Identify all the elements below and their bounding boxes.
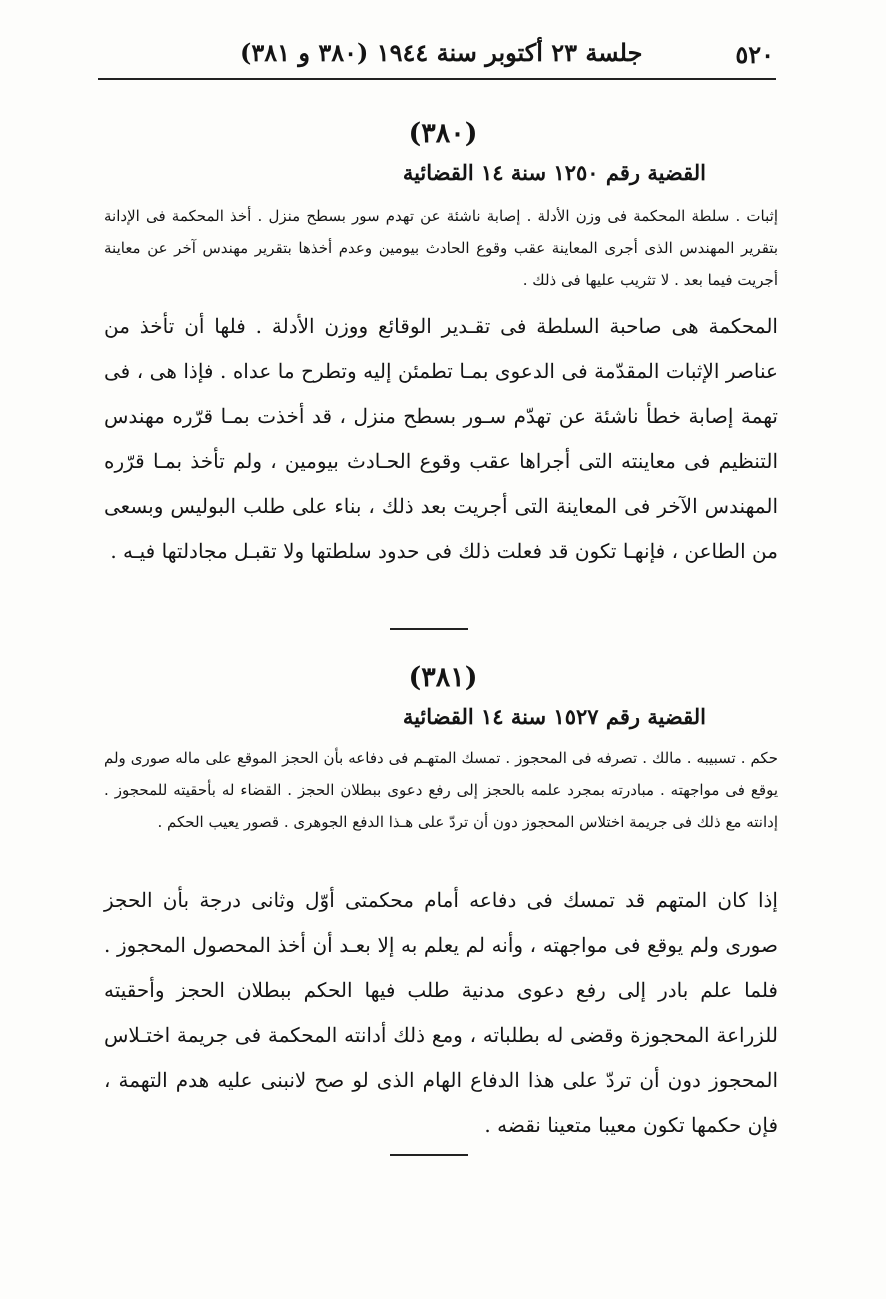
case-number: (٣٨٠) — [408, 118, 478, 149]
section-separator — [390, 1154, 468, 1156]
case-body: المحكمة هى صاحبة السلطة فى تقـدير الوقائع ووزن الأدلة . فلها أن تأخذ من عناصر الإثبات المقدّمة فى الدعوى بمـا تطمئن إليه وتطرح ما عداه . فإذا هى ، فى تهمة إصابة خطأ ناشئة عن تهدّم سـور بسطح منزل ، قد أخذت بمـا قرّره مهندس التنظيم فى معاينته التى أجراها عقب وقوع الحـادث بيومين ، ولم تأخذ بمـا قرّره المهندس الآخر فى المعاينة التى أجريت بعد ذلك ، بناء على طلب البوليس وبسعى من الطاعن ، فإنهـا تكون قد فعلت ذلك فى حدود سلطتها ولا تقبـل مجادلتها فيـه . — [104, 314, 778, 563]
case-number: (٣٨١) — [408, 662, 478, 693]
case-summary: حكم . تسبيبه . مالك . تصرفه فى المحجوز . تمسك المتهـم فى دفاعه بأن الحجز الموقع على ماله صورى ولم يوقع فى مواجهته . مبادرته بمجرد علمه بالحجز إلى رفع دعوى ببطلان الحجز . القضاء له بأحقيته للمحجوز . إدانته مع ذلك فى جريمة اختلاس المحجوز دون أن تردّ على هـذا الدفع الجوهرى . قصور يعيب الحكم . — [104, 749, 778, 831]
case-reference: القضية رقم ١٥٢٧ سنة ١٤ القضائية — [402, 704, 706, 729]
case-body: إذا كان المتهم قد تمسك فى دفاعه أمام محكمتى أوّل وثانى درجة بأن الحجز صورى ولم يوقع فى مواجهته ، وأنه لم يعلم به إلا بعـد أن أخذ المحصول المحجوز . فلما علم بادر إلى رفع دعوى مدنية طلب فيها الحكم ببطلان الحجز وأحقيته للزراعة المحجوزة وقضى له بطلباته ، ومع ذلك أدانته المحكمة فى جريمة اختـلاس المحجوز دون أن تردّ على هذا الدفاع الهام الذى لو صح لانبنى عليه هدم التهمة ، فإن حكمها تكون معيبا متعينا نقضه . — [104, 888, 779, 1137]
page-header — [100, 36, 774, 76]
case-reference: القضية رقم ١٢٥٠ سنة ١٤ القضائية — [402, 160, 706, 185]
running-title: جلسة ٢٣ أكتوبر سنة ١٩٤٤ (٣٨٠ و ٣٨١) — [240, 38, 643, 67]
case-summary: إثبات . سلطة المحكمة فى وزن الأدلة . إصابة ناشئة عن تهدم سور بسطح منزل . أخذ المحكمة فى الإدانة بتقرير المهندس الذى أجرى المعاينة عقب وقوع الحادث بيومين وعدم أخذها بتقرير مهندس آخر عن معاينة أجريت فيما بعد . لا تثريب عليها فى ذلك . — [104, 207, 778, 289]
page-number: ٥٢٠ — [735, 40, 774, 69]
header-rule — [98, 78, 776, 80]
section-separator — [390, 628, 468, 630]
